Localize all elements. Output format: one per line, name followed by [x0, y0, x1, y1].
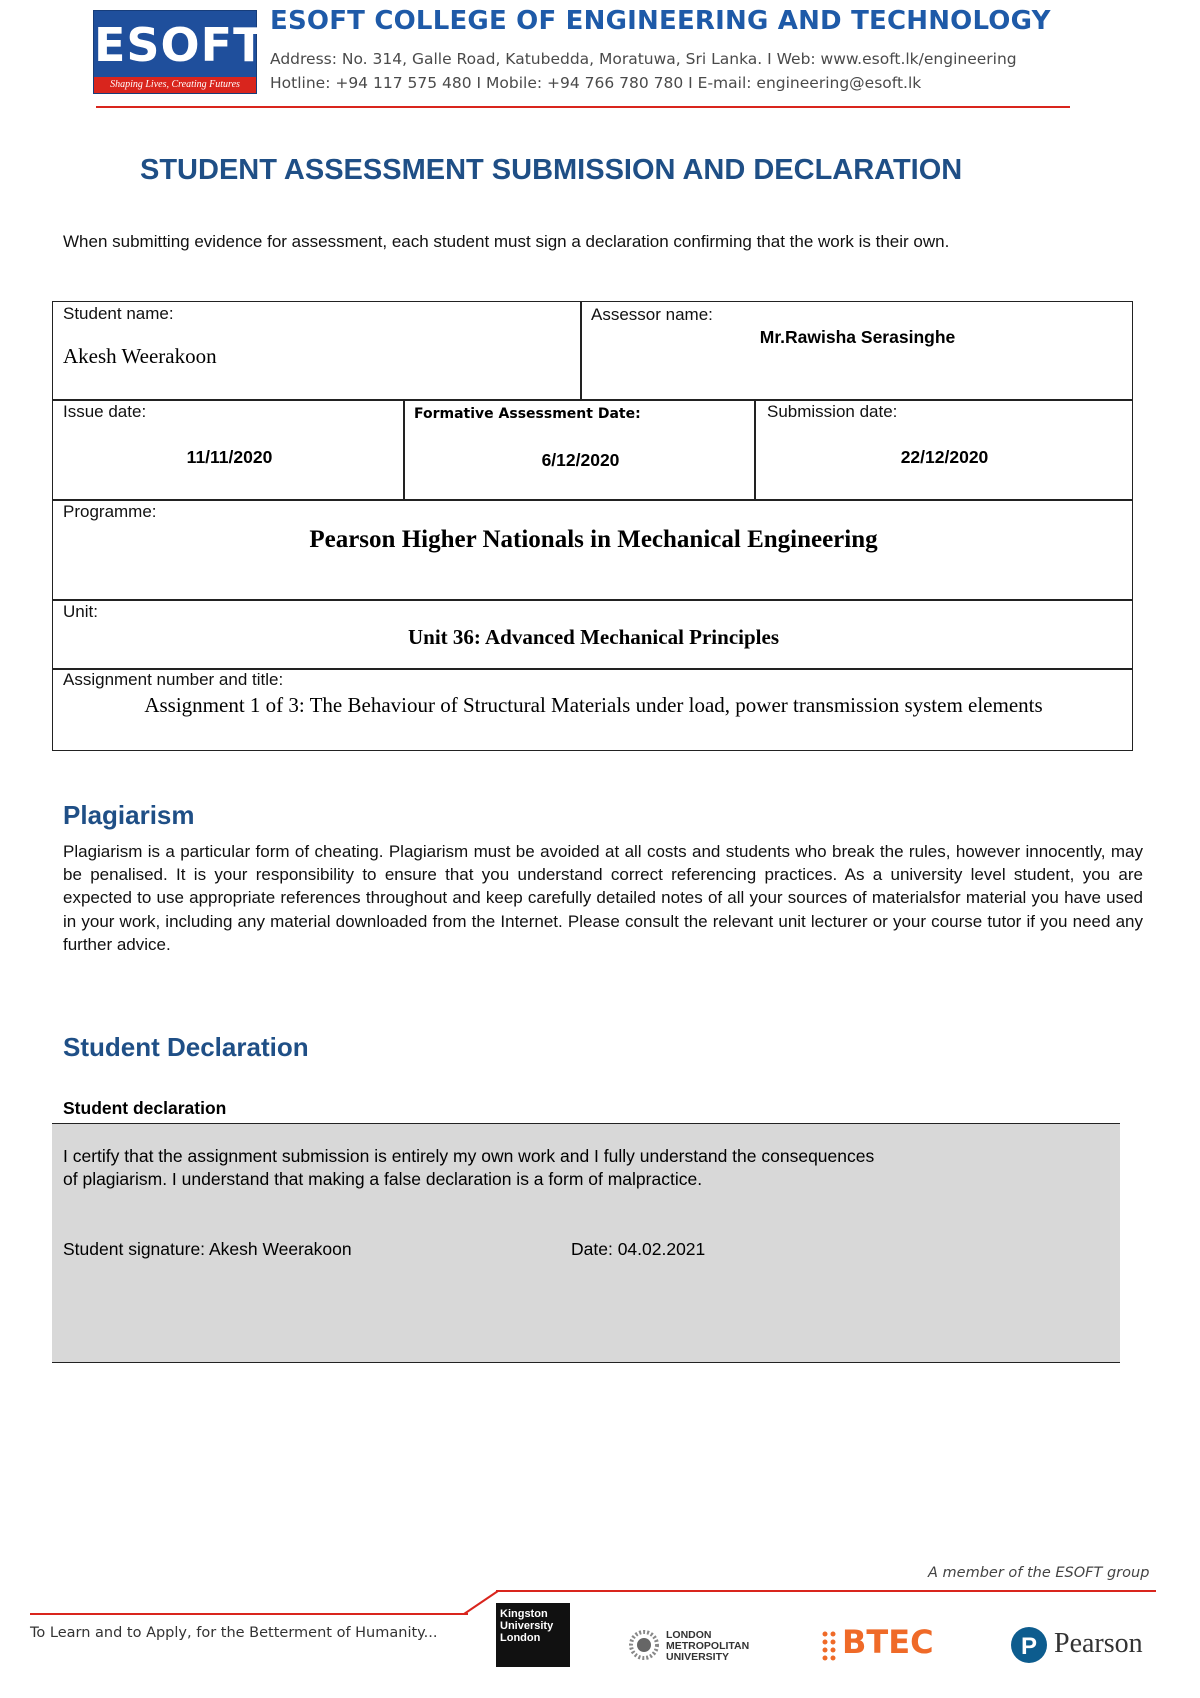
esoft-logo: [93, 10, 266, 94]
footer-motto: To Learn and to Apply, for the Betterment of Humanity...: [30, 1625, 438, 1641]
declaration-subheading: Student declaration: [63, 1098, 227, 1118]
contact-line: Hotline: +94 117 575 480 I Mobile: +94 766 780 780 I E-mail: engineering@esoft.lk: [270, 74, 922, 92]
address-line: Address: No. 314, Galle Road, Katubedda, Moratuwa, Sri Lanka. I Web: www.esoft.lk/engineering: [270, 50, 1017, 68]
footer-rule-right: [496, 1590, 1156, 1592]
declaration-line-2: of plagiarism. I understand that making a false declaration is a form of malpractice.: [63, 1169, 703, 1189]
submission-date-value: 22/12/2020: [900, 447, 989, 467]
btec-logo: BTEC: [842, 1623, 934, 1661]
assignment-value: Assignment 1 of 3: The Behaviour of Structural Materials under load, power transmission system elements: [144, 693, 1043, 717]
assignment-label: Assignment number and title:: [63, 670, 284, 689]
declaration-line-1: I certify that the assignment submission is entirely my own work and I fully understand the consequences: [63, 1146, 875, 1166]
student-name-value: Akesh Weerakoon: [63, 344, 217, 368]
unit-value: Unit 36: Advanced Mechanical Principles: [408, 625, 779, 649]
issue-date-value: 11/11/2020: [186, 447, 273, 467]
assignment-cell: [52, 668, 1133, 751]
submission-date-cell: [754, 399, 1133, 501]
btec-dots-icon: [820, 1628, 842, 1662]
page-title: STUDENT ASSESSMENT SUBMISSION AND DECLARATION: [140, 154, 963, 186]
student-name-cell: [52, 301, 582, 401]
programme-cell: [52, 499, 1133, 601]
footer-rule-left: [30, 1613, 468, 1615]
formative-date-cell: [403, 399, 756, 501]
logo-word: ESOFT: [94, 18, 266, 72]
declaration-heading: Student Declaration: [63, 1032, 309, 1062]
student-signature: Student signature: Akesh Weerakoon: [63, 1239, 352, 1259]
issue-date-cell: [52, 399, 405, 501]
student-name-label: Student name:: [63, 304, 174, 323]
formative-date-label: Formative Assessment Date:: [414, 406, 641, 422]
kingston-logo: Kingston University London: [496, 1603, 570, 1667]
programme-value: Pearson Higher Nationals in Mechanical Engineering: [309, 526, 878, 553]
lmu-logo-text: LONDON METROPOLITAN UNIVERSITY: [666, 1629, 750, 1663]
issue-date-label: Issue date:: [63, 402, 147, 421]
plagiarism-text: Plagiarism is a particular form of cheating. Plagiarism must be avoided at all costs and students who break the rules, however innocently, may be penalised. It is your responsibility to ensure that you understand correct referencing practices. As a university level student, you are expected to use appropriate references throughout and keep carefully detailed notes of all your sources of materialsfor material you have used in your work, including any material downloaded from the Internet. Please consult the relevant unit lecturer or your course tutor if you need any further advice.: [63, 842, 1143, 954]
submission-date-label: Submission date:: [767, 402, 898, 421]
header-rule: [96, 106, 1070, 108]
college-name: ESOFT COLLEGE OF ENGINEERING AND TECHNOLOGY: [270, 6, 1051, 36]
lmu-emblem-icon: [626, 1627, 662, 1663]
group-member-text: A member of the ESOFT group: [928, 1565, 1150, 1581]
unit-cell: [52, 599, 1133, 670]
declaration-box: [52, 1123, 1120, 1363]
programme-label: Programme:: [63, 502, 157, 521]
declaration-date: Date: 04.02.2021: [571, 1239, 706, 1259]
formative-date-value: 6/12/2020: [541, 450, 620, 470]
assessor-name-cell: [580, 301, 1133, 401]
pearson-logo-text: Pearson: [1054, 1628, 1143, 1659]
plagiarism-heading: Plagiarism: [63, 800, 195, 830]
unit-label: Unit:: [63, 602, 98, 621]
assessor-name-value: Mr.Rawisha Serasinghe: [759, 327, 956, 347]
logo-tagline: Shaping Lives, Creating Futures: [110, 79, 240, 90]
assessor-name-label: Assessor name:: [591, 305, 713, 324]
intro-text: When submitting evidence for assessment, each student must sign a declaration confirming that the work is their own.: [63, 232, 950, 251]
svg-text:P: P: [1020, 1633, 1038, 1660]
pearson-p-icon: [1010, 1626, 1048, 1664]
